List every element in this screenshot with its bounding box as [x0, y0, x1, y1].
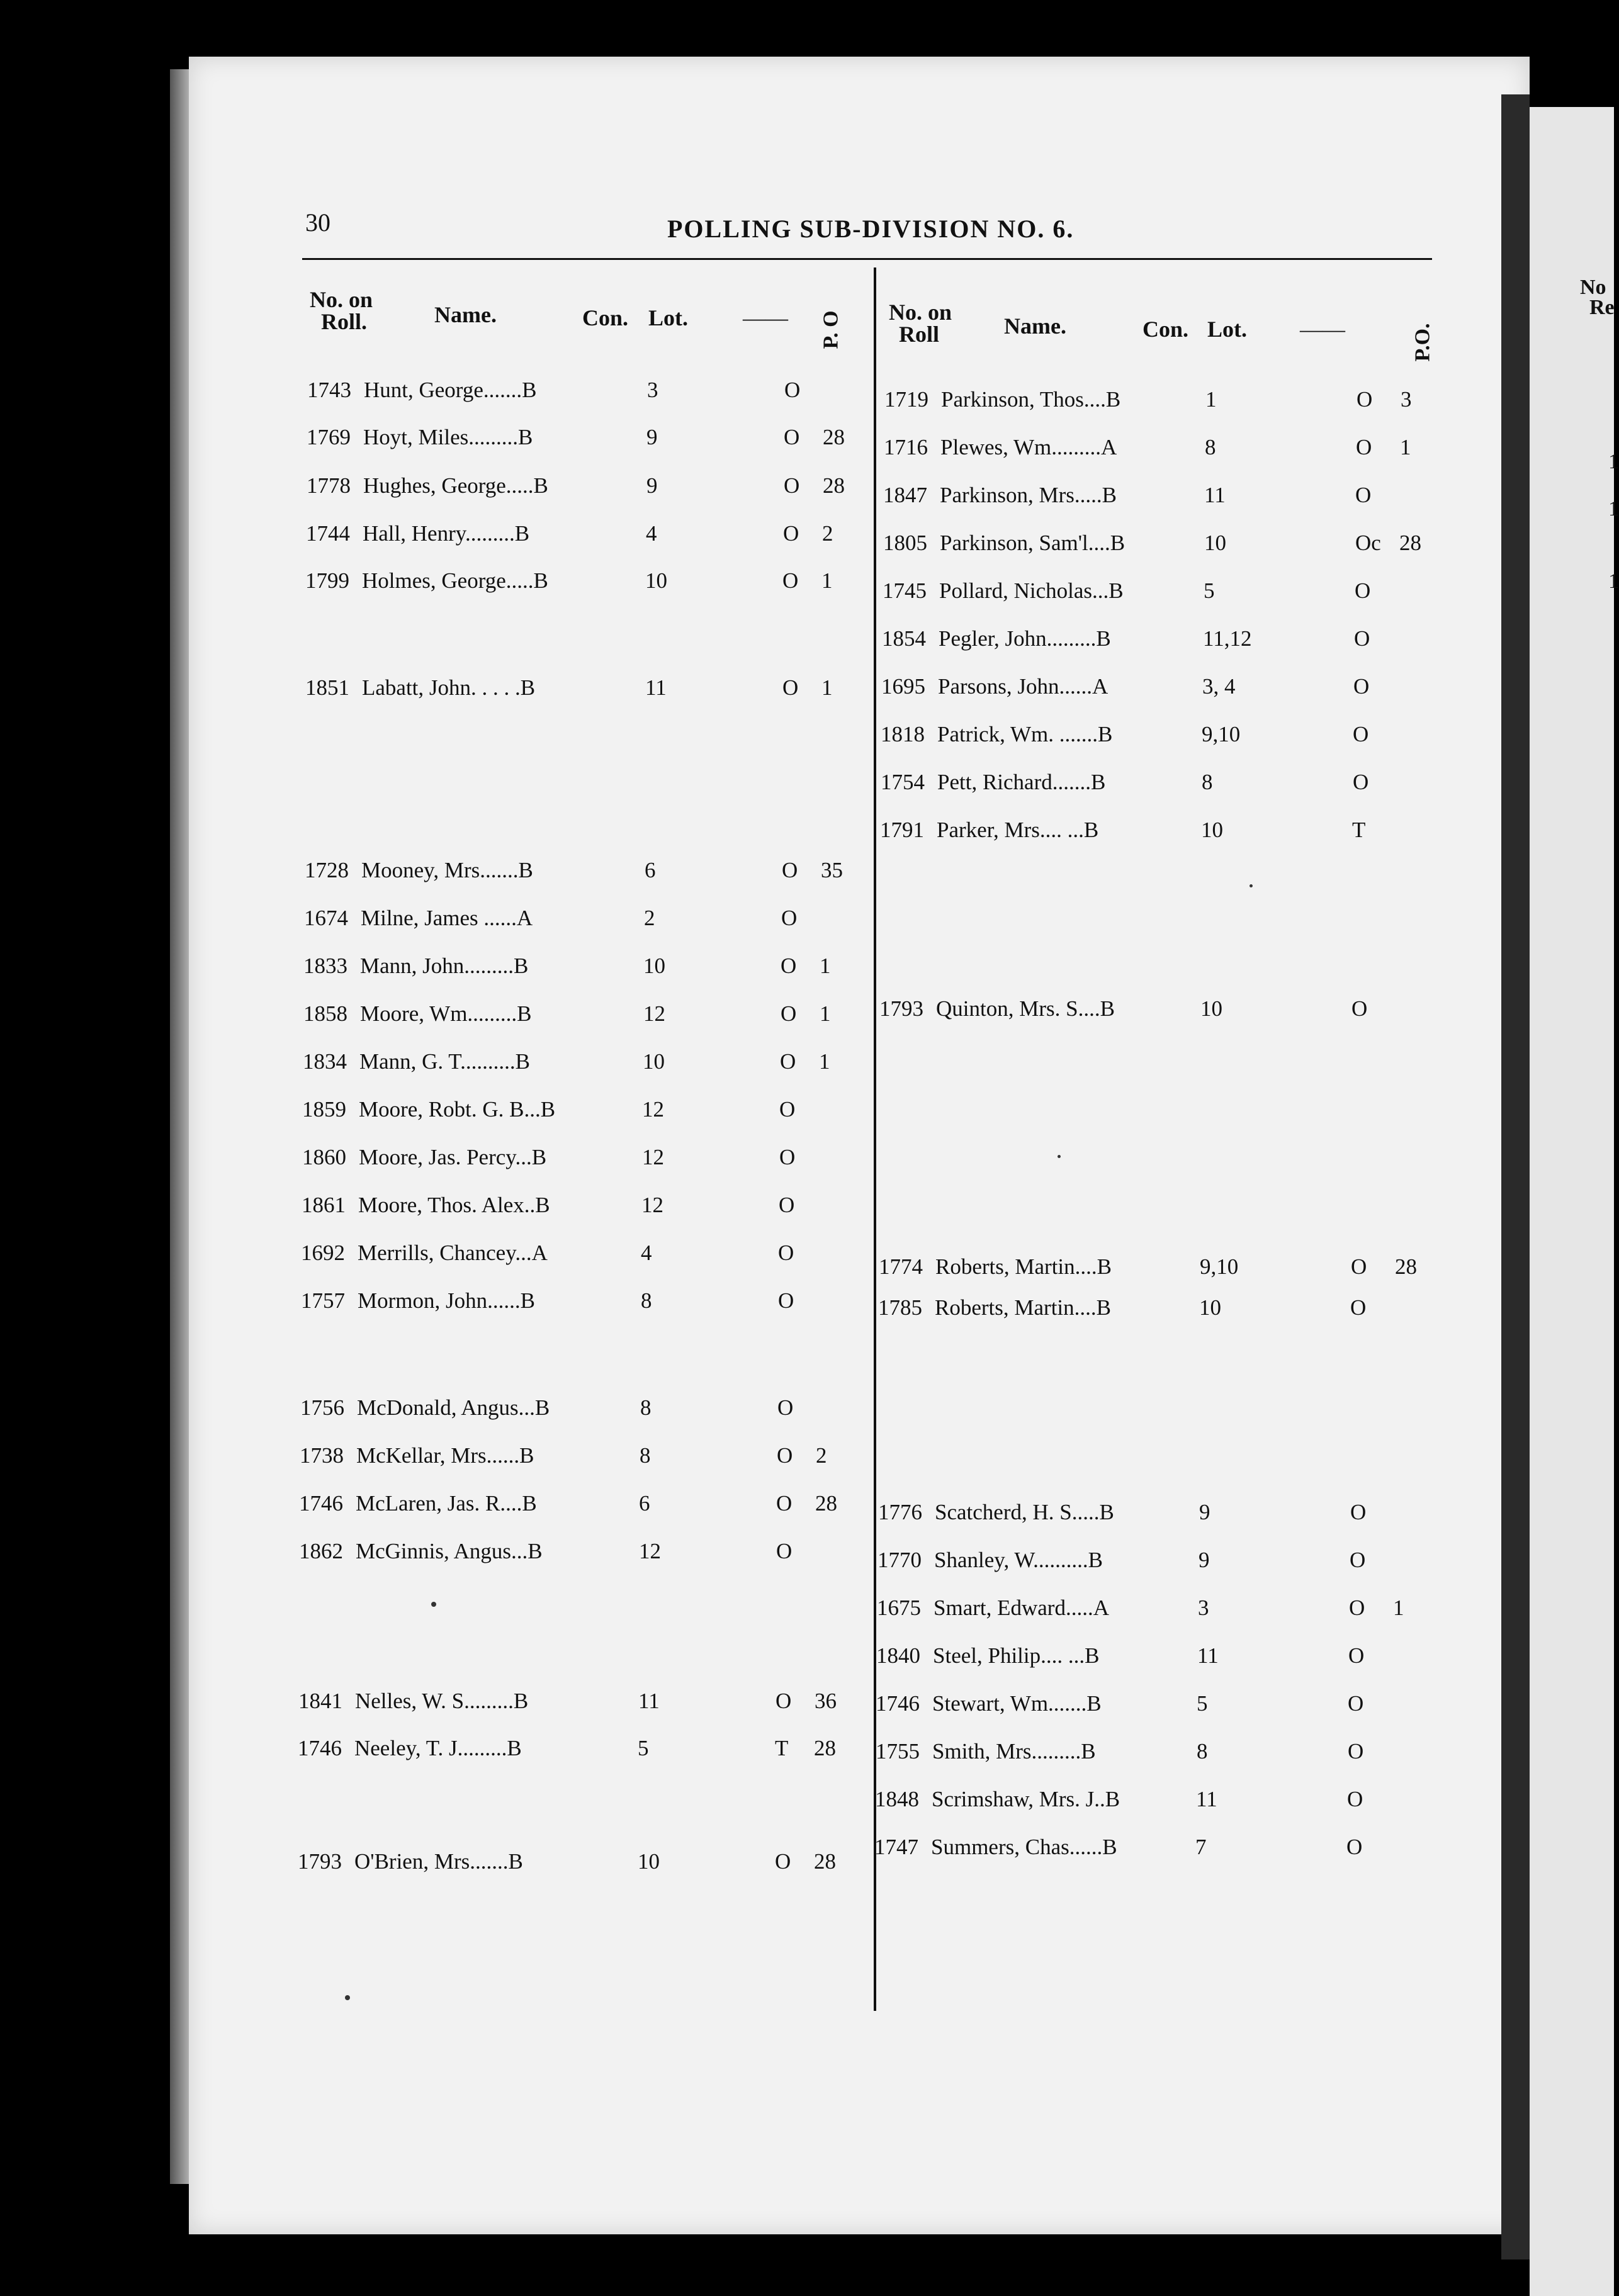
right-header-con: Con. [1142, 317, 1189, 342]
lot-number: 5 [638, 1736, 649, 1760]
roll-number: 1674 [304, 906, 348, 930]
roll-entry [876, 1737, 1442, 1766]
post-office-number: 28 [823, 473, 845, 498]
lot-number: 12 [639, 1539, 661, 1563]
left-header-con: Con. [582, 305, 629, 330]
voter-name: Mormon, John......B [358, 1288, 535, 1313]
roll-entry [305, 856, 871, 885]
lot-number: 12 [643, 1001, 665, 1026]
lot-number: 6 [639, 1491, 650, 1516]
next-page-fragment: Re [1589, 296, 1615, 319]
lot-number: 12 [642, 1145, 664, 1169]
status-mark: O [781, 1001, 797, 1026]
status-mark: O [1350, 1295, 1367, 1320]
status-mark: O [1357, 387, 1373, 412]
lot-number: 9 [646, 425, 658, 449]
status-mark: T [1352, 818, 1366, 842]
roll-entry [301, 1239, 867, 1268]
status-mark: O [1353, 722, 1369, 746]
right-header-po: P.O. [1411, 323, 1435, 362]
roll-number: 1799 [305, 568, 349, 593]
status-mark: O [782, 568, 799, 593]
next-page-edge [1530, 107, 1619, 2296]
roll-number: 1848 [875, 1787, 919, 1811]
roll-entry [299, 1537, 866, 1566]
voter-name: Moore, Robt. G. B...B [359, 1097, 556, 1122]
voter-name: McLaren, Jas. R....B [356, 1491, 537, 1516]
roll-number: 1716 [884, 435, 928, 459]
roll-number: 1774 [879, 1254, 923, 1279]
roll-entry [879, 1252, 1445, 1281]
roll-entry [877, 1546, 1444, 1575]
roll-number: 1861 [302, 1193, 346, 1217]
roll-number: 1793 [298, 1849, 342, 1874]
roll-entry [877, 1594, 1443, 1623]
lot-number: 11 [638, 1689, 660, 1713]
roll-number: 1746 [876, 1691, 920, 1716]
roll-entry [303, 999, 870, 1028]
roll-number: 1744 [306, 521, 350, 546]
left-header-lot: Lot. [648, 305, 688, 330]
voter-name: Moore, Jas. Percy...B [359, 1145, 547, 1169]
voter-name: Smart, Edward.....A [934, 1595, 1109, 1620]
status-mark: O [776, 1539, 793, 1563]
voter-name: Labatt, John. . . . .B [362, 675, 536, 700]
status-mark: O [1348, 1643, 1365, 1668]
voter-name: O'Brien, Mrs.......B [354, 1849, 523, 1874]
roll-entry [876, 1641, 1443, 1670]
lot-number: 8 [1205, 435, 1216, 459]
post-office-number: 28 [815, 1491, 837, 1516]
roll-entry [298, 1687, 865, 1716]
right-header-no-on: No. on [889, 300, 952, 325]
roll-number: 1719 [884, 387, 928, 412]
status-mark: O [1351, 996, 1368, 1021]
status-mark: O [777, 1395, 794, 1420]
roll-number: 1793 [879, 996, 923, 1021]
page-number: 30 [305, 208, 330, 237]
lot-number: 11,12 [1203, 626, 1252, 651]
post-office-number: 28 [814, 1849, 836, 1874]
roll-entry [883, 577, 1449, 605]
lot-number: 8 [1202, 770, 1213, 794]
voter-name: Roberts, Martin....B [935, 1295, 1111, 1320]
lot-number: 11 [1204, 483, 1226, 507]
roll-number: 1858 [303, 1001, 347, 1026]
roll-number: 1841 [298, 1689, 342, 1713]
status-mark: O [1348, 1691, 1364, 1716]
roll-entry [307, 423, 873, 452]
lot-number: 11 [1197, 1643, 1219, 1668]
roll-number: 1851 [305, 675, 349, 700]
voter-name: Merrills, Chancey...A [358, 1241, 548, 1265]
roll-entry [875, 1785, 1441, 1814]
status-mark: O [1355, 483, 1372, 507]
roll-number: 1859 [302, 1097, 346, 1122]
lot-number: 4 [641, 1241, 652, 1265]
speck [345, 1995, 350, 2000]
roll-entry [303, 952, 870, 981]
roll-number: 1743 [307, 378, 351, 402]
roll-entry [883, 481, 1450, 510]
lot-number: 3 [1198, 1595, 1209, 1620]
roll-entry [883, 529, 1450, 558]
status-mark: O [784, 378, 801, 402]
voter-name: McGinnis, Angus...B [356, 1539, 543, 1563]
lot-number: 9 [646, 473, 658, 498]
roll-entry [884, 385, 1451, 414]
roll-number: 1757 [301, 1288, 345, 1313]
status-mark: O [776, 1689, 792, 1713]
status-mark: O [1353, 770, 1369, 794]
lot-number: 11 [645, 675, 667, 700]
speck [1058, 1155, 1061, 1158]
lot-number: 10 [1200, 996, 1222, 1021]
roll-entry [878, 1498, 1445, 1527]
post-office-number: 2 [816, 1443, 827, 1468]
lot-number: 10 [1201, 818, 1223, 842]
post-office-number: 28 [823, 425, 845, 449]
status-mark: O [779, 1145, 796, 1169]
lot-number: 5 [1204, 578, 1215, 603]
lot-number: 9,10 [1202, 722, 1241, 746]
voter-name: Neeley, T. J.........B [354, 1736, 522, 1760]
roll-entry [884, 433, 1450, 462]
right-header-roll: Roll [899, 322, 940, 347]
status-mark: O [776, 1491, 793, 1516]
lot-number: 11 [1196, 1787, 1217, 1811]
lot-number: 1 [1205, 387, 1217, 412]
voter-name: Steel, Philip.... ...B [933, 1643, 1100, 1668]
lot-number: 8 [1197, 1739, 1208, 1764]
voter-name: Patrick, Wm. .......B [937, 722, 1113, 746]
lot-number: 8 [640, 1395, 652, 1420]
voter-name: Moore, Wm.........B [360, 1001, 532, 1026]
roll-number: 1791 [880, 818, 924, 842]
roll-number: 1769 [307, 425, 351, 449]
post-office-number: 28 [1399, 531, 1421, 555]
roll-entry [302, 1191, 868, 1220]
roll-entry [881, 768, 1447, 797]
lot-number: 7 [1195, 1835, 1207, 1859]
post-office-number: 1 [821, 675, 833, 700]
lot-number: 5 [1197, 1691, 1208, 1716]
lot-number: 6 [645, 858, 656, 882]
roll-number: 1755 [876, 1739, 920, 1764]
roll-number: 1754 [881, 770, 925, 794]
voter-name: Parkinson, Thos....B [941, 387, 1121, 412]
voter-name: Scatcherd, H. S.....B [935, 1500, 1114, 1524]
left-header-po: P. O [819, 310, 843, 349]
post-office-number: 1 [1400, 435, 1411, 459]
voter-name: Hunt, George.......B [364, 378, 537, 402]
voter-name: McDonald, Angus...B [357, 1395, 550, 1420]
next-page-fragment: 1 [1608, 570, 1619, 593]
voter-name: Scrimshaw, Mrs. J..B [932, 1787, 1120, 1811]
lot-number: 12 [642, 1097, 664, 1122]
status-mark: O [1350, 1500, 1367, 1524]
status-mark: O [1346, 1835, 1363, 1859]
lot-number: 10 [643, 954, 665, 978]
next-page-fragment: 1 [1608, 497, 1619, 521]
lot-number: 9,10 [1200, 1254, 1239, 1279]
status-mark: Oc [1355, 531, 1381, 555]
page-title: POLLING SUB-DIVISION NO. 6. [667, 215, 1075, 243]
status-mark: O [777, 1443, 793, 1468]
roll-number: 1675 [877, 1595, 921, 1620]
status-mark: O [775, 1849, 791, 1874]
roll-entry [302, 1143, 869, 1172]
voter-name: Stewart, Wm.......B [932, 1691, 1102, 1716]
voter-name: Plewes, Wm.........A [940, 435, 1117, 459]
roll-number: 1847 [883, 483, 927, 507]
post-office-number: 1 [820, 1001, 831, 1026]
roll-entry [302, 1095, 869, 1124]
voter-name: Quinton, Mrs. S....B [936, 996, 1115, 1021]
roll-entry [298, 1734, 864, 1763]
roll-entry [305, 673, 872, 702]
roll-entry [878, 1293, 1445, 1322]
roll-number: 1745 [883, 578, 927, 603]
roll-entry [300, 1441, 866, 1470]
voter-name: Hoyt, Miles.........B [363, 425, 533, 449]
status-mark: O [782, 675, 799, 700]
roll-entry [876, 1689, 1442, 1718]
post-office-number: 1 [820, 954, 831, 978]
post-office-number: 28 [1395, 1254, 1417, 1279]
roll-number: 1746 [299, 1491, 343, 1516]
roll-number: 1805 [883, 531, 927, 555]
status-mark: O [781, 906, 798, 930]
voter-name: Mann, John.........B [360, 954, 529, 978]
roll-number: 1834 [303, 1049, 347, 1074]
voter-name: Parkinson, Mrs.....B [940, 483, 1117, 507]
status-mark: T [775, 1736, 789, 1760]
status-mark: O [780, 1049, 796, 1074]
post-office-number: 2 [822, 521, 833, 546]
lot-number: 2 [644, 906, 655, 930]
next-page-fragment: No [1580, 276, 1606, 299]
post-office-number: 1 [1393, 1595, 1404, 1620]
roll-entry [300, 1393, 867, 1422]
voter-name: Parker, Mrs.... ...B [937, 818, 1099, 842]
post-office-number: 3 [1401, 387, 1412, 412]
status-mark: O [784, 425, 800, 449]
voter-name: Parsons, John......A [938, 674, 1108, 699]
voter-name: Pollard, Nicholas...B [939, 578, 1124, 603]
roll-number: 1695 [881, 674, 925, 699]
roll-number: 1756 [300, 1395, 344, 1420]
lot-number: 10 [643, 1049, 665, 1074]
roll-entry [304, 904, 871, 933]
voter-name: Nelles, W. S.........B [355, 1689, 529, 1713]
lot-number: 9 [1199, 1500, 1210, 1524]
status-mark: O [1354, 626, 1370, 651]
voter-name: Mooney, Mrs.......B [361, 858, 533, 882]
left-header-dash: —— [743, 305, 788, 330]
roll-number: 1860 [302, 1145, 346, 1169]
roll-entry [306, 519, 872, 548]
voter-name: Roberts, Martin....B [935, 1254, 1112, 1279]
roll-number: 1862 [299, 1539, 343, 1563]
right-header-name: Name. [1004, 313, 1066, 339]
voter-name: Smith, Mrs.........B [932, 1739, 1096, 1764]
lot-number: 12 [641, 1193, 663, 1217]
roll-number: 1840 [876, 1643, 920, 1668]
roll-number: 1692 [301, 1241, 345, 1265]
lot-number: 4 [646, 521, 657, 546]
status-mark: O [1351, 1254, 1367, 1279]
roll-number: 1747 [874, 1835, 918, 1859]
lot-number: 3 [647, 378, 658, 402]
voter-name: Summers, Chas......B [931, 1835, 1117, 1859]
roll-entry [303, 1047, 869, 1076]
right-header-lot: Lot. [1207, 317, 1247, 342]
right-header-dash: —— [1300, 317, 1345, 342]
lot-number: 10 [1199, 1295, 1221, 1320]
speck [431, 1602, 436, 1607]
status-mark: O [778, 1288, 794, 1313]
status-mark: O [1353, 674, 1370, 699]
post-office-number: 28 [814, 1736, 836, 1760]
status-mark: O [782, 858, 798, 882]
lot-number: 10 [638, 1849, 660, 1874]
roll-number: 1854 [882, 626, 926, 651]
status-mark: O [778, 1241, 794, 1265]
status-mark: O [1348, 1739, 1364, 1764]
roll-entry [301, 1286, 867, 1315]
voter-name: Shanley, W..........B [934, 1548, 1103, 1572]
voter-name: Hughes, George.....B [363, 473, 548, 498]
roll-entry [307, 471, 873, 500]
next-page-fragment: 1 [1608, 450, 1619, 473]
roll-number: 1746 [298, 1736, 342, 1760]
speck [1250, 884, 1253, 887]
voter-name: Pett, Richard.......B [937, 770, 1106, 794]
post-office-number: 35 [821, 858, 843, 882]
voter-name: Holmes, George.....B [362, 568, 548, 593]
roll-entry [874, 1833, 1441, 1862]
voter-name: Mann, G. T..........B [359, 1049, 530, 1074]
voter-name: McKellar, Mrs......B [356, 1443, 534, 1468]
roll-entry [307, 376, 874, 405]
left-header-no-on: No. on [310, 287, 373, 312]
voter-name: Parkinson, Sam'l....B [940, 531, 1125, 555]
voter-name: Moore, Thos. Alex..B [358, 1193, 550, 1217]
roll-number: 1770 [877, 1548, 922, 1572]
roll-number: 1728 [305, 858, 349, 882]
roll-number: 1738 [300, 1443, 344, 1468]
roll-entry [305, 566, 872, 595]
voter-name: Milne, James ......A [361, 906, 533, 930]
roll-number: 1833 [303, 954, 347, 978]
lot-number: 8 [640, 1443, 651, 1468]
post-office-number: 1 [821, 568, 833, 593]
roll-entry [880, 816, 1447, 845]
post-office-number: 1 [819, 1049, 830, 1074]
status-mark: O [1349, 1595, 1365, 1620]
lot-number: 8 [641, 1288, 652, 1313]
lot-number: 10 [1204, 531, 1226, 555]
voter-name: Hall, Henry.........B [363, 521, 530, 546]
left-header-roll: Roll. [321, 309, 368, 334]
binding-shadow [1501, 94, 1530, 2259]
roll-number: 1776 [878, 1500, 922, 1524]
roll-entry [881, 672, 1448, 701]
status-mark: O [1356, 435, 1372, 459]
voter-name: Pegler, John.........B [939, 626, 1111, 651]
status-mark: O [779, 1193, 795, 1217]
lot-number: 3, 4 [1202, 674, 1236, 699]
status-mark: O [1347, 1787, 1363, 1811]
title-rule [302, 258, 1432, 260]
roll-entry [298, 1847, 864, 1876]
status-mark: O [784, 473, 800, 498]
lot-number: 9 [1199, 1548, 1210, 1572]
status-mark: O [783, 521, 799, 546]
roll-entry [879, 994, 1446, 1023]
roll-number: 1778 [307, 473, 351, 498]
lot-number: 10 [645, 568, 667, 593]
post-office-number: 36 [815, 1689, 837, 1713]
roll-entry [881, 720, 1447, 749]
status-mark: O [1355, 578, 1371, 603]
left-header-name: Name. [434, 302, 497, 327]
status-mark: O [1350, 1548, 1366, 1572]
status-mark: O [781, 954, 797, 978]
status-mark: O [779, 1097, 796, 1122]
roll-number: 1785 [878, 1295, 922, 1320]
roll-entry [882, 624, 1448, 653]
roll-entry [299, 1489, 866, 1518]
roll-number: 1818 [881, 722, 925, 746]
